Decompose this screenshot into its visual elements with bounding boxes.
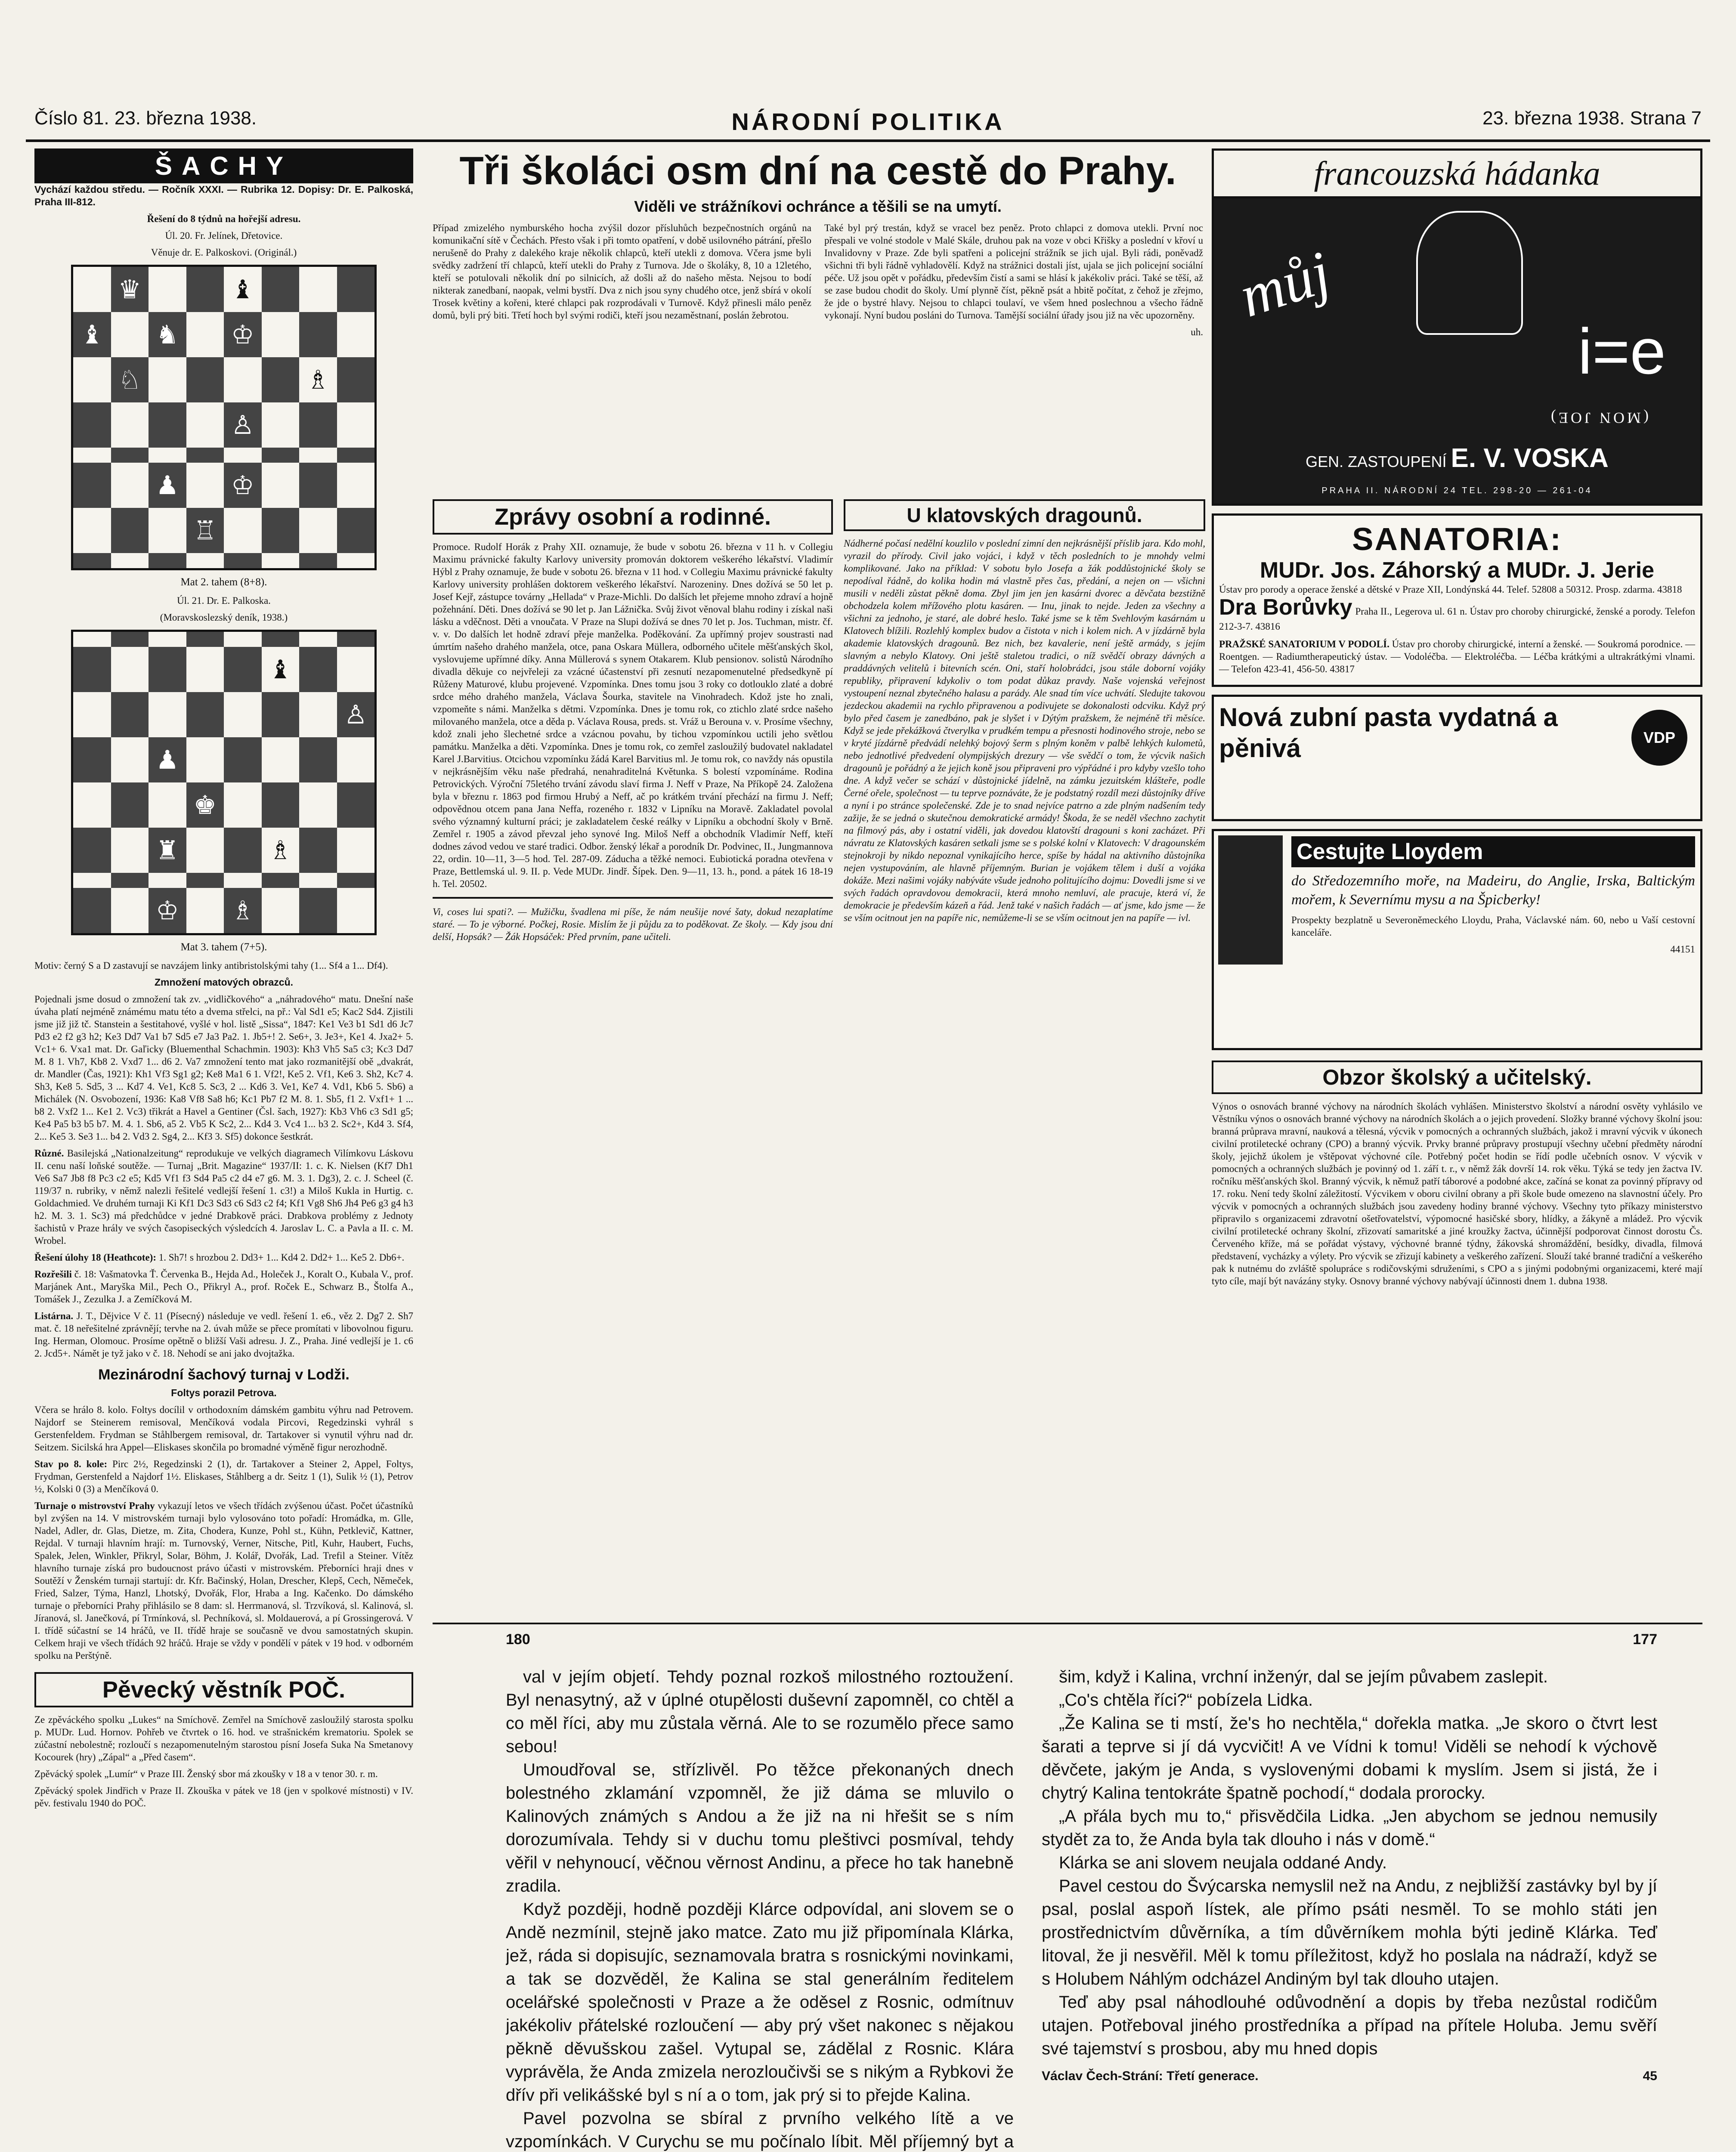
- chess-square: [299, 463, 337, 508]
- pevecky-p1: Ze zpěváckého spolku „Lukes“ na Smíchově. Zemřel na Smíchově zasloužilý starosta spolku p. MUDr. Lud. Hornov. Pohřeb ve čtvrtek o 16. hod. ve strašnickém krematoriu. Spolek se zúčastní nebolestně; rozloučí s nezapomenutelným starostou písní Josefa Suka Na Smetanovy Kocourek (hry) „Zápal“ a „Před časem“.: [34, 1714, 413, 1762]
- queen-card-icon: [1416, 211, 1523, 335]
- chess-square: [337, 508, 375, 553]
- chess-square: [337, 448, 375, 463]
- chess-square: ♟: [149, 463, 186, 508]
- chess-square: [299, 267, 337, 312]
- chess-column: [34, 148, 413, 2152]
- chess-square: [149, 632, 186, 647]
- chess-square: [224, 357, 262, 402]
- chess-square: [299, 402, 337, 448]
- chess-square: [262, 312, 300, 357]
- chess-square: [224, 647, 262, 692]
- riddle-gen: GEN. ZASTOUPENÍ: [1306, 453, 1447, 470]
- chess-square: [262, 463, 300, 508]
- pevecky-p3: Zpěvácký spolek Jindřich v Praze II. Zkouška v pátek ve 18 (jen v spolkové místnosti) v IV. pěv. festivalu 1940 do POČ.: [34, 1785, 413, 1809]
- chess-square: [73, 463, 111, 508]
- chess-square: ♚: [186, 782, 224, 828]
- chess-square: [262, 553, 300, 568]
- chess-square: [149, 402, 186, 448]
- chess-square: [224, 448, 262, 463]
- stav-title: Stav po 8. kole:: [34, 1459, 108, 1469]
- chess-square: [224, 553, 262, 568]
- chess-square: [224, 632, 262, 647]
- problem1-caption: Mat 2. tahem (8+8).: [180, 576, 267, 588]
- problem2-caption: Mat 3. tahem (7+5).: [180, 941, 267, 953]
- lloyd-code: 44151: [1670, 944, 1695, 955]
- chess-square: [111, 873, 149, 888]
- chess-square: [262, 508, 300, 553]
- lodz-text: Včera se hrálo 8. kolo. Foltys docílil v orthodoxním dámském gambitu výhru nad Petrovem. Najdorf se Steinerem remisoval, Menčíková vodala Pircovi, Regedzinski vyhrál s Gerstenfeldem. Frydman se Ståhlbergem remisoval, dr. Tartakover si vynutil výhru nad dr. Seitzem. Sicilská hra Appel—Eliskases skončila po bromadné výměně figur nerozhodně.: [34, 1404, 413, 1453]
- sanatoria-title: SANATORIA:: [1352, 521, 1562, 557]
- chess-square: [111, 312, 149, 357]
- book-left-paragraph: Když později, hodně později Klárce odpovídal, ani slovem se o Andě nezmínil, stejně jako matce. Zato mu již připomínala Klárka, jež, ráda si dopisujíc, seznamovala bratra s rosnickými novinkami, a tak se dozvěděl, že Kalina se stal generálním ředitelem ocelářské společnosti v Praze a že oděsel z Rosnic, odmítnuv jakékoliv přátelské rozloučení — aby prý všet nakonec s nějakou pěkně děvušskou zašel. Vytupal se, zádělal z Rosnic. Klára vyprávěla, že Anda zmizela nerozloučivši se s nikým a Rybkovi že dřív při velikášské byl s ní a o tom, jak prý si to přejde Kalina.: [506, 1900, 1014, 2105]
- chess-square: [186, 448, 224, 463]
- chess-square: [262, 357, 300, 402]
- chess-square: [337, 632, 375, 647]
- chess-square: [262, 448, 300, 463]
- solvers-title: Rozřešili: [34, 1269, 72, 1280]
- chess-square: ♜: [149, 828, 186, 873]
- chess-square: [186, 737, 224, 782]
- toothpaste-ad: [1212, 695, 1702, 821]
- riddle-muj: můj: [1232, 238, 1338, 330]
- chess-square: [73, 888, 111, 933]
- chess-square: [337, 888, 375, 933]
- book-left-page-number: 180: [506, 1631, 530, 1648]
- boruvky-name: Dra Borůvky: [1219, 595, 1352, 620]
- chess-square: [337, 782, 375, 828]
- chess-motiv: Motiv: černý S a D zastavují se navzájem linky antibristolskými tahy (1... Sf4 a 1... Df4).: [34, 960, 388, 971]
- chess-square: [73, 267, 111, 312]
- chess-square: [73, 647, 111, 692]
- chess-square: [337, 873, 375, 888]
- chess-square: [111, 448, 149, 463]
- chess-square: [262, 737, 300, 782]
- book-right-paragraph: Klárka se ani slovem neujala oddané Andy.: [1059, 1853, 1387, 1872]
- chess-solving: Řešení do 8 týdnů na hořejší adresu.: [147, 213, 301, 224]
- problem1-dedication: Věnuje dr. E. Palkoskovi. (Originál.): [151, 247, 297, 258]
- chess-square: [149, 553, 186, 568]
- chess-square: [111, 508, 149, 553]
- chess-square: [262, 782, 300, 828]
- chess-square: [262, 692, 300, 737]
- main-subtitle: Viděli ve strážníkovi ochránce a těšili se na umytí.: [634, 198, 1002, 215]
- chess-square: [186, 553, 224, 568]
- riddle-ie: i=e: [1578, 315, 1666, 387]
- podoli-name: PRAŽSKÉ SANATORIUM V PODOLÍ.: [1219, 639, 1389, 649]
- chess-square: [262, 402, 300, 448]
- chess-square: [111, 888, 149, 933]
- chess-square: ♙: [224, 402, 262, 448]
- pasta-slogan: Nová zubní pasta vydatná a pěnivá: [1219, 703, 1558, 763]
- chess-square: [299, 632, 337, 647]
- chess-square: [111, 828, 149, 873]
- problem2-author: Úl. 21. Dr. E. Palkoska.: [177, 595, 271, 606]
- book-right-paragraph: Teď aby psal náhodlouhé odůvodnění a dopis by třeba nezůstal rodičům utajen. Potřeboval jiného prostředníka a případ na přítele Holuba. Jemu svěří své tajemství s prosbou, aby mu hned dopis: [1042, 1993, 1657, 2058]
- chess-square: [337, 312, 375, 357]
- listarna-text: J. T., Dějvice V č. 11 (Písecný) následuje ve vedl. řešení 1. e6., věz 2. Dg7 2. Sh7 mat. č. 18 neřešitelné zprávnějí; tervhe na 2. úvah může se přece promítati v libovolnou figuru. Ing. Herman, Olomouc. Prosíme opětně o bližší Vaši adresu. J. Z., Praha. Jiné vedlejší je 1. c6 2. Jcd5+. Námět je tyž jako v č. 18. Nehodí se ani jako dvojtažka.: [34, 1311, 413, 1359]
- chess-square: [337, 463, 375, 508]
- personal-column: [433, 499, 833, 1618]
- chess-square: ♛: [111, 267, 149, 312]
- personal-title: Zprávy osobní a rodinné.: [433, 499, 833, 535]
- chess-square: [299, 448, 337, 463]
- sanatoria-ad: [1212, 513, 1702, 687]
- zahorsky-name: MUDr. Jos. Záhorský a MUDr. J. Jerie: [1259, 558, 1655, 583]
- chess-square: ♘: [111, 357, 149, 402]
- book-right-page-number: 177: [1633, 1631, 1657, 1648]
- book-separator: [433, 1623, 1702, 1624]
- riddle-mon: (MON JOE): [1548, 409, 1649, 427]
- chess-square: [299, 647, 337, 692]
- lodz-subtitle: Foltys porazil Petrova.: [171, 1387, 277, 1398]
- chess-square: [73, 782, 111, 828]
- chess-square: ♟: [149, 737, 186, 782]
- chess-square: [149, 357, 186, 402]
- school-title: Obzor školský a učitelský.: [1212, 1061, 1702, 1094]
- main-headline: Tři školáci osm dní na cestě do Prahy.: [459, 149, 1176, 193]
- chess-square: [224, 828, 262, 873]
- book-footer-number: 45: [1643, 2069, 1657, 2083]
- rozne-text: Basilejská „Nationalzeitung“ reprodukuje ve velkých diagramech Vilímkovu Láskovu II. cenu naší loňské soutěže. — Turnaj „Brit. Magazine“ 1937/II: 1. c. K. Nielsen (Kf7 Dh1 Ve6 Sa7 Jb8 f8 Pc3 c2 e5; Kd5 Vf1 f3 Sd4 Pa5 c2 d4 e7 g6. M. 3. 1. Dg3), 2. c. J. Scheel (č. 119/37 n. rubriky, v němž nalezli řešitelé vedlejší řešení 1. c3!) a Miloš Kukla in Hurtig. c. Goldachmied. Ve druhém turnaji Ki Kf1 Dc3 Sd3 c6 Sd3 c2 f4; Kf1 Vg8 Sh6 Jh4 Pe6 g3 g4 h3 h2. M. 3. 1. Sc3) má předchůdce v jedné Drabkově práci. Drabkova problémy z Jednoty šachistů v Praze hrály ve svých časopiseckých výsledcích 4. Jaroslav L. C. a Pavla a II. c. M. Wrobel.: [34, 1148, 413, 1246]
- book-right-paragraph: šim, když i Kalina, vrchní inženýr, dal se jejím půvabem zaslepit.: [1059, 1667, 1548, 1686]
- newspaper-header: [26, 95, 1710, 142]
- chess-square: [337, 357, 375, 402]
- chess-square: [224, 782, 262, 828]
- ads-column: [1212, 148, 1702, 1655]
- chess-square: [149, 692, 186, 737]
- book-left-paragraph: Pavel pozvolna se sbíral z prvního velkého lítě a ve vzpomínkách. V Curychu se mu počínalo líbit. Měl příjemný byt a: [506, 2109, 1014, 2151]
- chess-square: [186, 873, 224, 888]
- lloyd-title: Cestujte Lloydem: [1291, 836, 1695, 867]
- problem2-source: (Moravskoslezský deník, 1938.): [160, 612, 288, 623]
- book-right-paragraph: „Co's chtěla říci?“ pobízela Lidka.: [1059, 1691, 1313, 1710]
- chess-square: [186, 632, 224, 647]
- chess-square: [186, 692, 224, 737]
- chess-square: [299, 737, 337, 782]
- chess-square: ♖: [186, 508, 224, 553]
- riddle-title: francouzská hádanka: [1214, 151, 1700, 198]
- book-left-page: [506, 1631, 1014, 2152]
- zmenseni-title: Zmnožení matových obrazců.: [154, 977, 294, 988]
- chess-board-1: [71, 265, 377, 570]
- chess-square: [186, 357, 224, 402]
- chess-square: [149, 448, 186, 463]
- podoli-text: Ústav pro choroby chirurgické, interní a ženské. — Soukromá porodnice. — Roentgen. — Radiumtherapeutický ústav. — Vodoléčba. — Elektroléčba. — Léčba krátkými a ultrakrátkými vlnami. — Telefon 423-41, 456-50. 43817: [1219, 639, 1695, 674]
- chess-square: [111, 737, 149, 782]
- chess-square: [337, 828, 375, 873]
- chess-square: ♗: [224, 888, 262, 933]
- chess-square: [186, 647, 224, 692]
- chess-square: [224, 737, 262, 782]
- chess-square: [186, 312, 224, 357]
- chess-square: ♗: [299, 357, 337, 402]
- french-riddle-ad: [1212, 148, 1702, 506]
- chess-square: [111, 647, 149, 692]
- chess-square: [186, 463, 224, 508]
- chess-square: [73, 448, 111, 463]
- chess-square: ♝: [224, 267, 262, 312]
- vdp-logo: VDP: [1631, 710, 1687, 766]
- lloyd-small: Prospekty bezplatně u Severoněmeckého Lloydu, Praha, Václavské nám. 60, nebo u Vaší cestovní kanceláře.: [1291, 915, 1695, 938]
- chess-square: [186, 267, 224, 312]
- chess-board-2: [71, 630, 377, 935]
- zahorsky-text: Ústav pro porody a operace ženské a dětské v Praze XII, Londýnská 44. Telef. 52808 a 50312. Prosp. zdarma. 43818: [1219, 584, 1682, 595]
- pevecky-title: Pěvecký věstník POČ.: [34, 1672, 413, 1707]
- riddle-address: PRAHA II. NÁRODNÍ 24 TEL. 298-20 — 261-04: [1321, 486, 1593, 495]
- chess-square: [73, 553, 111, 568]
- chess-square: [337, 402, 375, 448]
- issue-number: Číslo 81. 23. března 1938.: [34, 108, 257, 129]
- chess-info: Vychází každou středu. — Ročník XXXI. — Rubrika 12. Dopisy: Dr. E. Palkoská, Praha III-812.: [34, 184, 413, 207]
- personal-text: Promoce. Rudolf Horák z Prahy XII. oznamuje, že bude v sobotu 26. března v 11 h. v Collegiu Maximu právnické fakulty Karlovy university promován doktorem veškerého lékařství. Vladimír Hýbl z Prahy oznamuje, že bude v sobotu 26. března v 11 hod. v Collegiu Maximu právnické fakulty Karlovy university prohlášen doktorem veškerého lékařství. Narozeniny. Dnes dožívá se 50 let p. Josef Kejř, zástupce továrny „Hellada“ v Praze-Michli. Do dalších let přejeme mnoho zdraví a hojně požehnání. Děti. Dnes dožívá se 90 let p. Jan Lážnička. Svůj život věnoval blahu rodiny i získal naši lásku a vděčnost. Děti a vnoučata. V Praze na Slupi dožívá se dnes 70 let p. Jos. Tuchman, mistr. čf. v. v. Do dalších let hodně zdraví přeje manželka. Poděkování. Za upřímný projev soustrasti nad úmrtím našeho drahého manžela, otce, pana Oskara Müllera, odborného učitele měšťanských škol, vyslovujeme upřímné díky. Anna Müllerová s synem Otakarem. Klub pensionov. solistů Národního divadla děkuje co nejvřeleji za vzácné účastenství při zesnutí nezapomenutelné předsedkyně pí Růženy Maturové, klubu projevené. Vzpomínka. Dnes tomu jsou 3 roky co dotlouklo zlaté a dobré srdce mého drahého manžela, Václava Šourka, stavitele na Vinohradech. Kdož jste ho znali, vzpomeňte s námi. Manželka s dětmi. Vzpomínka. Dnes je tomu rok, co ztichlo zlaté srdce našeho milovaného manžela, otce a děda p. Václava Rousa, preds. st. Vráž u Berouna v. v. Prosíme všechny, kdož znali jeho šlechetné srdce a vzácnou povahu, by tichou vzpomínkou uctili jeho světlou památku. Manželka a děti. Vzpomínka. Dnes je tomu rok, co zemřel zasloužilý budovatel nakladatel Karel J.Barvitius. Otcichou vzpomínku žádá Karel Barvitius ml. Je tomu rok, co navždy nás opustila v nejkrásnějším věku naše předrahá, nenahraditelná Květunka. S bolestí vzpomínáme. Rodina Petrovických. Výroční 75letého trvání závodu slaví firma J. Neff v Praze, Na Příkopě 24. Založena byla v březnu r. 1863 pod firmou Hrubý a Neff, ač po krátkém trvání přechází na firmu J. Neff; odpovědnou otcem pana Jana Neffa, rozeného r. 1832 v Lipníku na Moravě. Zakladatel povolal svého významný kulturní práci; je zakladatelem české reálky v Lipníku a obchodní školy v Brně. Zemřel r. 1905 a závod převzal jeho synové Ing. Miloš Neff a obchodník Vladimír Neff, kteří dodnes závod vedou ve staré tradici. Odbor. ženský lékař a porodník Dr. Podvinec, II., Jungmannova 22, ordin. 10—11, 3—5 hod. Tel. 287-09. Záducha a těžké nemoci. Eubiotická poradna otevřena v Praze, Bettlemská ul. 9. II. p. Vede MUDr. Jindř. Šípek. Den. 9—11, 13. h., pond. a pátek 16 18-19 h. Tel. 20502.: [433, 541, 833, 889]
- solutions-text: 1. Sh7! s hrozbou 2. Dd3+ 1... Kd4 2. Dd2+ 1... Ke5 2. Db6+.: [158, 1252, 405, 1263]
- chess-square: ♝: [262, 647, 300, 692]
- listarna-title: Listárna.: [34, 1311, 74, 1321]
- chess-square: [337, 647, 375, 692]
- chess-square: ♞: [149, 312, 186, 357]
- chess-square: ♔: [224, 312, 262, 357]
- chess-square: [149, 508, 186, 553]
- chess-square: [262, 267, 300, 312]
- main-article: [433, 148, 1203, 493]
- chess-square: ♔: [149, 888, 186, 933]
- prague-title: Turnaje o mistrovství Prahy: [34, 1500, 155, 1511]
- chess-square: [111, 782, 149, 828]
- book-right-paragraph: Pavel cestou do Švýcarska nemyslil než na Andu, z nejbližší zastávky byl by jí psal, poslal aspoň lístek, ale přímo psáti nesměl. To se mohlo státi jen prostřednictvím důvěrníka, a tím důvěrníkem mohla býti jedině Klárka. Teď litoval, že ji nesvěřil. Měl k tomu příležitost, když ho poslala na nádraží, když se s Holubem Náhlým odcházel Andiným byl tak dlouho utajen.: [1042, 1877, 1657, 1988]
- chess-square: ♔: [224, 463, 262, 508]
- rozne-title: Různé.: [34, 1148, 64, 1159]
- ship-icon: [1218, 835, 1283, 965]
- chess-square: [73, 357, 111, 402]
- chess-square: [337, 267, 375, 312]
- chess-square: [224, 692, 262, 737]
- book-right-paragraph: „A přála bych mu to,“ přisvědčila Lidka. „Jen abychom se jednou nemusily stydět za to, že Anda byla tak dlouho i nás v domě.“: [1042, 1807, 1657, 1849]
- chess-square: [337, 553, 375, 568]
- chess-square: [73, 737, 111, 782]
- book-footer: Václav Čech-Strání: Třetí generace.: [1042, 2069, 1259, 2083]
- dragoons-text: Nádherné počasí nedělní kouzlilo v poslední zimní den nejkrásnější příslib jara. Kdo mohl, vyrazil do přírody. Civil jako vojáci, i když v těch posledních to je mnohdy velmi komplikované. Jako na příklad: V sobotu bylo Josefa a žák poddůstojnické školy se nepodíval řádně, do kolika hodin má vlastně přes čas, předání, a nejen on — všichni musili v neděli zůstat pěkně doma. Zbyl jim jen jen kasárni dvorec a děvčata bezstižně obchodzela kolem mřížového plotu kasáren. — Inu, jinak to nejde. Jeden za všechny a všichni za jednoho, je staré, ale dobré heslo. Také jsme se k těm Svehlovým kasárnám u Klatovech blížili. Rozlehlý komplex budov a čistota v nich i kolem nich. A v jízdárně byla akademie klatovských dragounů. Bez nich, bez kavalerie, není ještě armády, s jejím slavným a nebylo Klatovy. Oni ještě staletou tradici, o níž svědčí obrazy dávných a praddávných velitelů i bitevních scén. Oni, staří holobrádci, jsou stále doborní vojáky republiky, připravení kdykoliv o tom podat důkaz pravdy. Naše vojenská veřejnost vystoupení neznal zbytečného halasu a parády. Ale snad tím více uchvátí. Sledujte takovou jezdeckou akademii na rychlo připravenou a podivujete se dokonalosti odcviku. Když prý bylo před časem je zanedbáno, pak je slyšet i v Dýtým pražskem, že nejméně tři měsíce. Když se jede překážková čtverylka v prudkém tempu a přesnosti hodinového stroje, nebo se v kryté jízdárně předvádí nelehký bojový šerm s plným koněm v palbě lehkých kulometů, nebo jednotlivé předvedení olympijských drezury — vše svědčí o tom, že výcvik našich dragounů je pořádný a že jejich koně jsou připraveni pro výpřádné i pro kdyby vzešlo toho dne. A když večer se schází v důstojnické jídelně, na zámku jezuitském klášteře, podle Černé ořele, společnost — tu teprve poznáváte, že je podstatný rozdíl mezi důstojníky dříve a nyní i po stránce společenské. Zde je to snad nejvíce patrno a zde plným nadšením tedy zažije, že se jedná o skutečnou demokratické armády! Škoda, že se neděl všechno zachytit na filmový pás, aby i ostatní viděli, jak dovedou klatovští dragouni s koni zacházet. Při návratu ze Klatovských kasáren setkali jsme se s polské kolní v Klatovech: V dragounském stejnokroji by nikdo nepoznal vynikajícího herce, spíše by hádal na aktivního důstojníka nejen vystupováním, ale hlavně příjemným. Burian je vojákem tělem i duší a vojáka dokáže. Mezi našimi vojáky nabýváte všude jednoho politujícího dojmu: Dovedli jsme si ve svých řadách opravdovou demokracii, která mnoho nemluví, ale pracuje, která ví, že demokracie je především kázeň a řád. Jenž také v našich řadách — ať jsme, kdo jsme — že se vším ocitnout jen na papíře nic, nemůžeme-li se se vším ocitnout jen na papíře — ivl.: [844, 538, 1205, 923]
- problem1-author: Úl. 20. Fr. Jelínek, Dřetovice.: [165, 230, 283, 241]
- dragoons-title: U klatovských dragounů.: [844, 499, 1205, 531]
- chess-square: [111, 553, 149, 568]
- chess-square: [299, 828, 337, 873]
- lodz-title: Mezinárodní šachový turnaj v Lodži.: [98, 1367, 350, 1383]
- book-right-paragraph: „Že Kalina se ti mstí, že's ho nechtěla,“ dořekla matka. „Je skoro o čtvrt lest šarati a teprve si jí dá vycvičit! A ve Vídni k tomu! Viděli se nehodí k výchově děvčete, jakým je Anda, s vyslovenými dobami k myslím. Jsem si jistá, že i chytrý Kalina tentokráte špatně pochodí,“ dodala prorocky.: [1042, 1714, 1657, 1803]
- masthead: NÁRODNÍ POLITIKA: [731, 108, 1005, 135]
- book-left-paragraph: Umoudřoval se, střízlivěl. Po těžce překonaných dnech bolestného zklamání vzpomněl, že již dáma se mluvilo o Kalinových známých s Andou a že již na ni hřešit se s ním dorozumívala. Tehdy si v duchu tomu pleštivci posmíval, tehdy věřil v nehynoucí, věčnou věrnost Andinu, a přece ho tak hanebně zradila.: [506, 1760, 1014, 1895]
- lloyd-text: do Středozemního moře, na Madeiru, do Anglie, Irska, Baltickým mořem, k Severnímu mysu a na Špicberky!: [1291, 873, 1695, 908]
- chess-square: [73, 828, 111, 873]
- chess-square: [337, 737, 375, 782]
- book-left-paragraph: val v jejím objetí. Tehdy poznal rozkoš milostného roztoužení. Byl nenasytný, až v úplné otupělosti duševní zapomněl, co chtěl a co měl říci, aby mu zůstala věrná. Ale to se rozumělo přece samo sebou!: [506, 1667, 1014, 1756]
- date-page: 23. března 1938. Strana 7: [1482, 108, 1702, 129]
- chess-square: [73, 632, 111, 647]
- main-right-text: Také byl prý trestán, když se vracel bez peněz. Proto chlapci z domova utekli. První noc přespali ve volné stodole v Malé Skále, druhou pak na voze v obci Křišky a poslední v křoví u Invalidovny v Praze. Zde byli spatřeni a policejní strážník se jich ujal. Byli rádi, poněvadž všichni tři byli řádně vyhladovělí. Když na strážnici dostali jíst, ujala se jich policejní sociální péče. Už jsou opět v pořádku, především čistí a sami se hlásí k jakékoliv práci. Také se těší, až se zase budou chodit do školy. Umí plynně číst, pěkně psát a hbitě počítat, z čehož je zřejmo, že jde o bystré hlavy. Nejsou to chlapci toulaví, ve všem hned poslechnou a všecho řádně vykonají. Nyní budou posláni do Turnova. Tamější sociální úřady jsou již na věc upozorněny.: [824, 223, 1203, 321]
- chess-square: [299, 312, 337, 357]
- chess-square: [111, 402, 149, 448]
- pevecky-p2: Zpěvácký spolek „Lumír“ v Praze III. Ženský sbor má zkoušky v 18 a v tenor 30. r. m.: [34, 1769, 378, 1779]
- chess-square: [224, 873, 262, 888]
- main-signature: uh.: [1191, 327, 1203, 337]
- chess-square: [186, 402, 224, 448]
- chess-square: [299, 888, 337, 933]
- chess-square: [73, 508, 111, 553]
- chess-square: [73, 873, 111, 888]
- chess-square: [299, 508, 337, 553]
- chess-square: [299, 782, 337, 828]
- chess-square: [262, 632, 300, 647]
- chess-square: [262, 873, 300, 888]
- chess-square: [149, 647, 186, 692]
- chess-square: [111, 463, 149, 508]
- chess-square: [186, 888, 224, 933]
- chess-square: [149, 267, 186, 312]
- vi-text: Vi, coses lui spati?. — Mužičku, švadlena mi píše, že nám neušije nové šaty, dokud nezaplatíme staré. — To je výborné. Počkej, Rosie. Mislím že ji půjdu za to poděkovat. Ze školy. — Kdy jsou dní delší, Hopsák? — Žák Hopsáček: Před prvním, pane učiteli.: [433, 906, 833, 942]
- chess-square: ♙: [337, 692, 375, 737]
- chess-square: [149, 873, 186, 888]
- chess-square: ♗: [262, 828, 300, 873]
- stav-text: Pirc 2½, Regedzinski 2 (1), dr. Tartakover a Steiner 2, Appel, Foltys, Frydman, Gerstenfeld a Najdorf 1½. Eliskases, Ståhlberg a dr. Seitz 1 (1), Sulik ½ (1), Petrov ½, Kolski 0 (3) a Menčíková 0.: [34, 1459, 413, 1494]
- chess-square: [149, 782, 186, 828]
- boruvky-text: Praha II., Legerova ul. 61 n. Ústav pro choroby chirurgické, ženské a porody. Telefon 212-3-7. 43816: [1219, 606, 1696, 632]
- chess-title: ŠACHY: [34, 148, 413, 183]
- solutions-title: Řešení úlohy 18 (Heathcote):: [34, 1252, 156, 1263]
- zmenseni-text: Pojednali jsme dosud o zmnožení tak zv. „vidličkového“ a „náhradového“ matu. Dnešní naše úvaha platí nejméně známému matu této a dvema střelci, na př.: Val Sd1 e5; Kac2 Sd4. Zjistili jsme již již tč. Stanstein a šestitahové, vyšlé v hol. listě „Sissa“, 1847: Ke1 Ve3 b1 Sd1 d6 Jc7 Pd3 e2 f2 g3 h2; Ke3 Dd7 Va1 b7 Sd5 e7 Ja3 Pa2. 1. Jb5+! 2. Se6+, 3. Je3+, Ke1 4. Jxa2+ 5. Vc1+ 6. Vxa1 mat. Dr. Gaľicky (Bluementhal Schachmin. 1903): Kh3 Vh5 Sa5 c3; Kc3 Dd7 M. 8 1. Vh7, Kb8 2. Vxd7 1... d6 2. Va7 zmnožení tento mat jako rozmanitější obě „dvakrát, dr. Mandler (Čas, 1921): Kh1 Vf3 Sg1 g2; Ke8 Ma1 6 1. Vf2!, Ke5 2. Vf1, Ke6 3. Sh2, Kc7 4. Sh3, Ke8 5. Sd5, 3 ... Kd7 4. Ve1, Kc8 5. Sc3, 2 ... Kd6 3. Ve1, Ke7 4. Vd1, Kb6 5. Sb6) a Michálek (N. Osvobození, 1936: Ka8 Vf8 Sa8 h6; Kc1 Pb7 f2 M. 8. 1. Sb5, f1 2. Vxf1+ 1 ... b8 2. Vxf2 1... Ke1 2. Vc3) třikrát a Havel a Gentiner (Čsl. šach, 1927): Kb3 Vh6 c3 Sd1 g5; Ke4 Pa5 b3 b5 b7. M. 4. 1. Sb6, a5 2. Vb5 K Sc2, 2... Kd4 3. Vc4 1... b3 2. Sc2+, Kd4 3. Sf4, 2... Ke5 3. Se3 1... b4 2. Vd3 2. Sg4, 2... Kf3 3. Sf5) dokonce šestkrát.: [34, 994, 413, 1142]
- chess-square: [224, 508, 262, 553]
- prague-text: vykazují letos ve všech třídách zvýšenou účast. Počet účastníků byl zvýšen na 14. V mistrovském turnaji bylo vylosováno toto pořadí: Hromádka, m. Glle, Nadel, Adler, dr. Glas, Dietze, m. Zita, Chodera, Kunze, Pohl st., Kühn, Petklevič, Kattner, Rejdal. V turnaji hlavním hrají: m. Turnovský, Verner, Nitsche, Pitl, Kuhr, Haubert, Fuchs, Spalek, Jelen, Winkler, Přikryl, Solar, Böhm, J. Kolář, Dvořák, Lad. Trefil a Steiner. Vítěz hlavního turnaje získá pro budoucnost právo účasti v mistrovském. Přeborníci hraji dnes v Soutěží v Ženském turnaji startují: dr. Kfr. Bačinský, Holan, Drescher, Klepš, Cech, Němeček, Fried, Salzer, Týma, Hanzl, Lhotský, Dvořák, Flor, Hraba a Ing. Kačenko. Do dámského turnaje o přeborníci Prahy přihlásilo se 8 dam: sl. Herrmanová, sl. Trzvíková, sl. Kalinová, sl. Jíranová, sl. Janečková, pí Trmínková, sl. Pechníková, sl. Moldauerová, a pí Grossingerová. V I. třídě súčastní se 14 hráčů, ve II. třídě hraje se současně ve dvou samostatných skupin. Celkem hraji ve všech třídách 92 hráčů. Hraje se vždy v pondělí v pátek v 19 hod. v odborném spolku na Perštýně.: [34, 1500, 413, 1661]
- solvers-text: č. 18: Vašmatovka Ť. Červenka B., Hejda Ad., Holeček J., Koralt O., Kubala V., prof. Marjánek Ant., Maryška Mil., Pech O., Přikryl A., prof. Roček E., Schwarz B., Štolfa A., Tomášek J., Zezulka J. a Zemíčková M.: [34, 1269, 413, 1305]
- book-right-page: [1042, 1631, 1657, 2152]
- school-text: Výnos o osnovách branné výchovy na národních školách vyhlášen. Ministerstvo školství a národní osvěty vyhlásilo ve Věstníku výnos o osnovách branné výchovy na národních školách a o jejich provedení. Složky branné výchovy školní jsou: branná průprava mravní, nauková a tělesná, výcvik v pomocných a ochranných službách, jakož i mravní výcvik v úkonech civilní protiletecké ochrany (CPO) a branný výcvik. Prvky branné průpravy prostupují všechny učební předměty národní školy, jejichž úkolem je vštěpovat výchovné cíle. Potřebný počet hodin se řídí podle učebních osnov. V výcvik v pomocných a ochranných službách je povinný od 1. září t. r., v němž žák dovrší 14. rok věku. Týká se tedy jen žactva IV. ročníku měšťanských škol. Branný výcvik, k němuž patří táborové a podobné akce, začíná se konat za povinný přípravy od 17. roku. Není tedy školní záležitostí. Výcvikem v oboru civilní obrany a při škole bude omezeno na slavnostní účely. Pro výcvik v pomocných a ochranných službách jsou zavedeny hodiny branné výchovy. Všechny tyto příkazy ministerstvo připravilo s organizacemi zdravotní ošetřovatelství, výpomocné hasičské sbory, hlídky, a žákyně a mládež. Pro výcvik civilní protiletecké ochrany školní, zřizovatí samaritské a jiné kroužky žactva, účinnější podporovat činnost dorostu Čs. Červeného kříže, má se pořádat výstavy, výchovné branné týdny, žákovská shromáždění, besídky, divadla, filmová představení, vycházky a výlety. Pro výcvik se zřizují kabinety a veškerého zařízení. Slouží také branné tradiční a veškerého pak k nutnému do zvláště spolupráce s rodičovskými sdruženími, s CPO a s jinými podobnými organizacemi, které mají tyto cíle, mají být navázány styky. Osnovy branné výchovy nabývají účinnosti dnem 1. dubna 1938.: [1212, 1101, 1702, 1286]
- lloyd-ad: [1212, 829, 1702, 1050]
- chess-square: [186, 828, 224, 873]
- main-left-text: Případ zmizelého nymburského hocha zvýšil dozor přísluhůch bezpečnostních orgánů na komunikační sítě v Čechách. Přesto však i při tomto opatření, v době usilovného pátrání, přešlo nerušeně do Prahy z dalekého kraje několik chlapců, kteří utekli z domova. Včera jsme byli svědky zadržení tří chlapců, kteří utekli do Prahy z Turnova. Jde o školáky, 8, 10 a 12letého, kteří se potulovali několik dní po silnicích, až došli až do našeho města. Nejsou to bodí nikterak zanedbaní, naopak, velmi bystří. Dva z nich jsou syny chudého otce, jenž sbírá v okolí Trosek květiny a kořeni, které chlapci pak rozprodávali v Turnově. Když přinesli málo peněz domů, byli prý biti. Třetí hoch byl svými rodiči, kteří jsou nezaměstnaní, poslán žebrotou.: [433, 223, 811, 321]
- chess-square: [111, 692, 149, 737]
- chess-square: [299, 692, 337, 737]
- dragoons-column: [844, 499, 1205, 1618]
- chess-square: [111, 632, 149, 647]
- chess-square: [262, 888, 300, 933]
- chess-square: ♝: [73, 312, 111, 357]
- chess-square: [73, 402, 111, 448]
- chess-square: [73, 692, 111, 737]
- chess-square: [299, 873, 337, 888]
- chess-square: [299, 553, 337, 568]
- riddle-voska: E. V. VOSKA: [1451, 443, 1609, 473]
